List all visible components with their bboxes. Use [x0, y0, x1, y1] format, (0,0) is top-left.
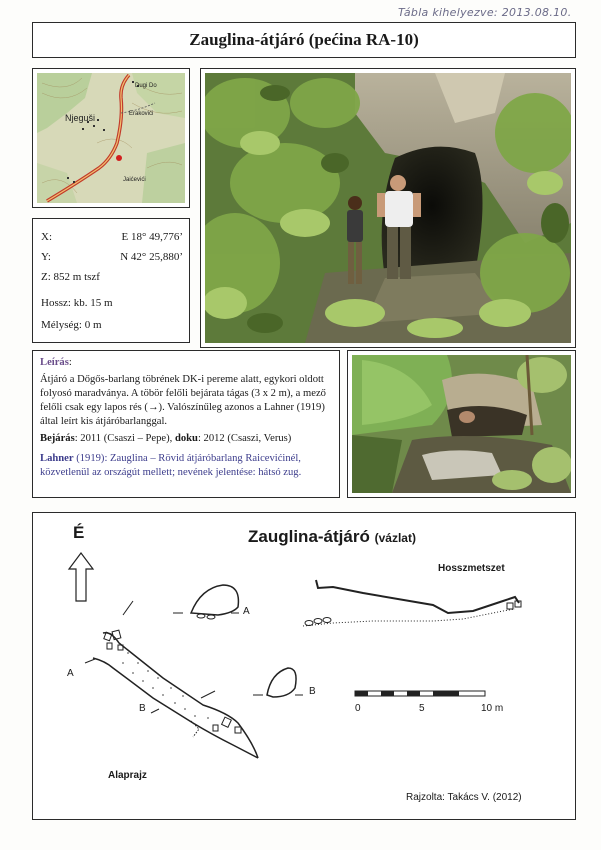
crevice-photo-box	[347, 350, 576, 498]
location-map-box	[32, 68, 190, 208]
cave-depth: Mélység: 0 m	[41, 319, 102, 331]
north-label: É	[73, 523, 85, 542]
doc-text: : 2012 (Csaszi, Verus)	[197, 432, 292, 444]
cave-length: Hossz: kb. 15 m	[41, 297, 113, 309]
doc-label: doku	[174, 432, 198, 444]
title-box	[32, 22, 576, 58]
description-heading: Leírás	[40, 357, 69, 368]
coord-y-value: N 42° 25,880’	[120, 251, 183, 263]
cave-entrance-photo-box	[200, 68, 576, 348]
plan-title: Alaprajz	[108, 770, 147, 781]
location-map	[37, 73, 185, 203]
lahner-label: Lahner	[40, 452, 74, 464]
map-label: Erakovići	[129, 111, 154, 117]
sketch-subtitle: (vázlat)	[374, 531, 416, 545]
access-text: : 2011 (Csaszi – Pepe),	[74, 432, 175, 444]
description-box	[32, 350, 340, 498]
scale-label: 10 m	[481, 703, 504, 714]
scale-label: 0	[355, 703, 361, 714]
crevice-photo	[352, 355, 571, 493]
handwritten-note: Tábla kihelyezve: 2013.08.10.	[398, 6, 572, 19]
description-heading-colon: :	[68, 357, 72, 368]
cave-sketch-box	[32, 512, 576, 820]
sketch-title-text: Zauglina-átjáró	[248, 527, 370, 546]
map-label: Njeguši	[65, 113, 96, 123]
marker-b: B	[309, 686, 316, 697]
scale-bar	[355, 691, 485, 696]
description-text: Átjáró a Dőgős-barlang töbrének DK-i pereme alatt, egykori oldott folyosó maradványa. A töbör felőli bejárata tágas (3 x 2 m), a mező felőli csak egy lapos rés (→). Valószínűleg azonos a Lahner (1919) által leírt kis átjáróbarlanggal.	[40, 373, 326, 427]
coord-x-label: X:	[41, 231, 52, 243]
marker-b: B	[139, 703, 146, 714]
marker-a: A	[67, 668, 74, 679]
lahner-text: (1919): Zauglina – Rövid átjáróbarlang Raicevićinél, közvetlenül az országút mellett; nevének jelentése: hátsó zug.	[40, 452, 302, 478]
north-arrow-icon	[69, 553, 93, 601]
marker-a: A	[243, 606, 250, 617]
sketch-author: Rajzolta: Takács V. (2012)	[406, 792, 522, 803]
page-title: Zauglina-átjáró (pećina RA-10)	[189, 30, 419, 49]
cave-entrance-photo	[205, 73, 571, 343]
location-marker-icon	[116, 155, 122, 161]
elevation: Z: 852 m tszf	[41, 271, 100, 283]
coord-y-row	[41, 251, 183, 263]
cave-drawing	[33, 513, 577, 821]
section-title: Hosszmetszet	[438, 563, 505, 574]
map-label: Jaićevići	[123, 177, 146, 183]
map-label: Dugi Do	[135, 83, 157, 89]
coord-y-label: Y:	[41, 251, 51, 263]
coordinates-box	[32, 218, 190, 343]
coord-x-value: E 18° 49,776’	[121, 231, 183, 243]
access-label: Bejárás	[40, 432, 75, 444]
coord-x-row	[41, 231, 183, 243]
scale-label: 5	[419, 703, 425, 714]
